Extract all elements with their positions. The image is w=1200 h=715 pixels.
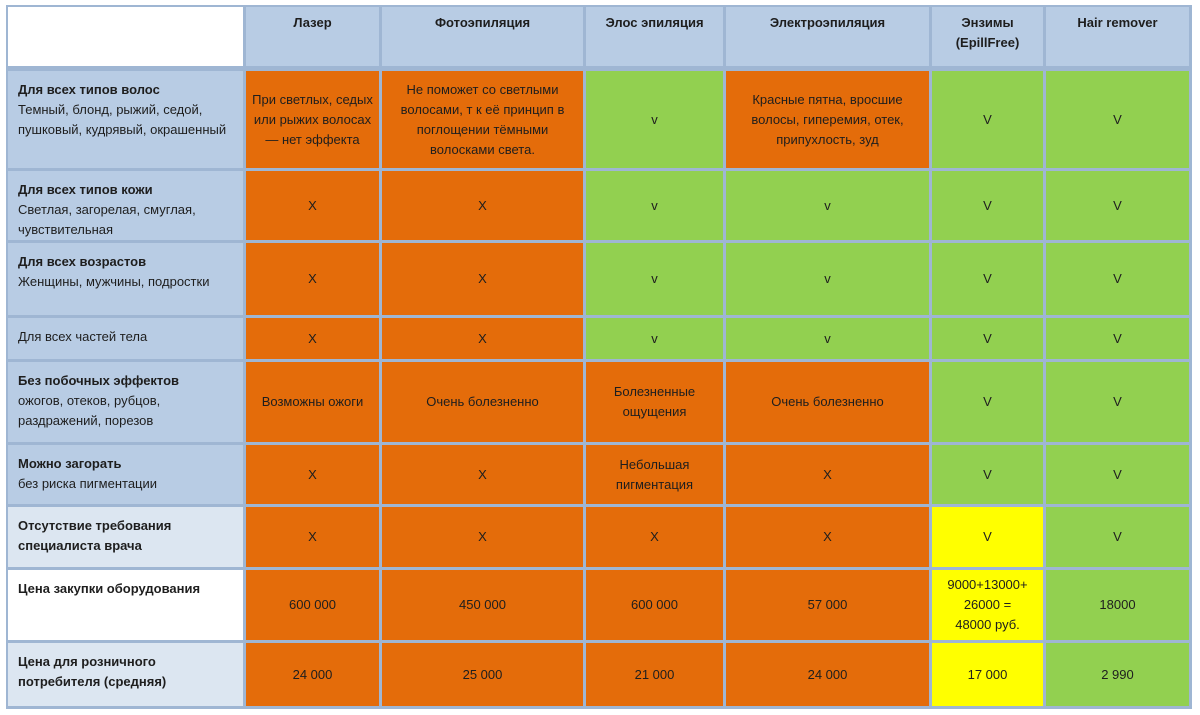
table-cell: Очень болезненно bbox=[726, 362, 932, 445]
table-cell: V bbox=[1046, 69, 1192, 171]
table-cell: X bbox=[726, 507, 932, 570]
row-title: Цена для розничного потребителя (средняя) bbox=[18, 654, 167, 689]
table-row bbox=[6, 318, 1192, 362]
table-row bbox=[6, 507, 1192, 570]
table-cell: v bbox=[586, 69, 726, 171]
table-cell: V bbox=[1046, 171, 1192, 243]
table-cell: Очень болезненно bbox=[382, 362, 586, 445]
row-subtitle: Для всех частей тела bbox=[18, 329, 148, 344]
row-header bbox=[6, 69, 246, 171]
table-cell: V bbox=[1046, 507, 1192, 570]
column-header-electro: Электроэпиляция bbox=[726, 5, 932, 69]
table-cell: X bbox=[586, 507, 726, 570]
row-header bbox=[6, 570, 246, 643]
row-header bbox=[6, 643, 246, 709]
table-cell: 450 000 bbox=[382, 570, 586, 643]
table-cell: X bbox=[246, 171, 382, 243]
comparison-table-wrapper bbox=[6, 5, 1192, 709]
table-cell: 2 990 bbox=[1046, 643, 1192, 709]
column-header-laser: Лазер bbox=[246, 5, 382, 69]
row-header bbox=[6, 243, 246, 318]
table-row bbox=[6, 243, 1192, 318]
row-header bbox=[6, 171, 246, 243]
row-title: Без побочных эффектов bbox=[18, 373, 180, 388]
row-title: Цена закупки оборудования bbox=[18, 581, 201, 596]
row-title: Отсутствие требования специалиста врача bbox=[18, 518, 172, 553]
table-cell: v bbox=[586, 243, 726, 318]
table-cell: 21 000 bbox=[586, 643, 726, 709]
column-header-enzymes: Энзимы (EpillFree) bbox=[932, 5, 1046, 69]
table-cell: V bbox=[932, 362, 1046, 445]
table-cell: 57 000 bbox=[726, 570, 932, 643]
table-cell: X bbox=[382, 171, 586, 243]
table-cell: 18000 bbox=[1046, 570, 1192, 643]
row-header bbox=[6, 507, 246, 570]
table-cell: V bbox=[932, 171, 1046, 243]
table-cell: Небольшая пигментация bbox=[586, 445, 726, 507]
row-header bbox=[6, 445, 246, 507]
table-row bbox=[6, 69, 1192, 171]
table-cell: Возможны ожоги bbox=[246, 362, 382, 445]
row-subtitle: Темный, блонд, рыжий, седой, пушковый, кудрявый, окрашенный bbox=[18, 102, 227, 137]
table-cell: v bbox=[586, 318, 726, 362]
row-title: Для всех возрастов bbox=[18, 254, 147, 269]
table-cell: v bbox=[726, 243, 932, 318]
table-cell: X bbox=[382, 243, 586, 318]
table-cell: 24 000 bbox=[726, 643, 932, 709]
table-cell: X bbox=[382, 445, 586, 507]
table-cell: V bbox=[1046, 243, 1192, 318]
table-cell: Красные пятна, вросшие волосы, гиперемия, отек, припухлость, зуд bbox=[726, 69, 932, 171]
table-cell: V bbox=[932, 318, 1046, 362]
table-cell: X bbox=[382, 507, 586, 570]
row-subtitle: без риска пигментации bbox=[18, 476, 158, 491]
row-subtitle: ожогов, отеков, рубцов, раздражений, порезов bbox=[18, 393, 161, 428]
row-subtitle: Светлая, загорелая, смуглая, чувствительная bbox=[18, 202, 196, 237]
table-cell: 9000+13000+ 26000 = 48000 руб. bbox=[932, 570, 1046, 643]
row-header bbox=[6, 362, 246, 445]
column-header-elos: Элос эпиляция bbox=[586, 5, 726, 69]
table-row bbox=[6, 570, 1192, 643]
row-subtitle: Женщины, мужчины, подростки bbox=[18, 274, 210, 289]
row-header bbox=[6, 318, 246, 362]
table-cell: V bbox=[932, 507, 1046, 570]
table-cell: 17 000 bbox=[932, 643, 1046, 709]
table-cell: Не поможет со светлыми волосами, т к её принцип в поглощении тёмными волосками света. bbox=[382, 69, 586, 171]
table-cell: V bbox=[1046, 318, 1192, 362]
table-cell: X bbox=[382, 318, 586, 362]
table-cell: 600 000 bbox=[586, 570, 726, 643]
table-cell: При светлых, седых или рыжих волосах — нет эффекта bbox=[246, 69, 382, 171]
table-cell: X bbox=[246, 507, 382, 570]
table-row bbox=[6, 171, 1192, 243]
table-cell: v bbox=[586, 171, 726, 243]
row-title: Можно загорать bbox=[18, 456, 122, 471]
header-row bbox=[6, 5, 1192, 69]
row-title: Для всех типов кожи bbox=[18, 182, 153, 197]
epilation-comparison-table bbox=[6, 5, 1192, 709]
table-cell: V bbox=[1046, 445, 1192, 507]
corner-cell bbox=[6, 5, 246, 69]
row-title: Для всех типов волос bbox=[18, 82, 160, 97]
table-cell: X bbox=[246, 445, 382, 507]
table-cell: V bbox=[932, 445, 1046, 507]
table-cell: V bbox=[932, 69, 1046, 171]
table-row bbox=[6, 643, 1192, 709]
table-cell: X bbox=[246, 318, 382, 362]
table-cell: v bbox=[726, 171, 932, 243]
table-cell: Болезненные ощущения bbox=[586, 362, 726, 445]
table-row bbox=[6, 362, 1192, 445]
table-cell: X bbox=[726, 445, 932, 507]
column-header-photo: Фотоэпиляция bbox=[382, 5, 586, 69]
table-cell: V bbox=[1046, 362, 1192, 445]
table-row bbox=[6, 445, 1192, 507]
table-cell: X bbox=[246, 243, 382, 318]
column-header-hair-remover: Hair remover bbox=[1046, 5, 1192, 69]
table-body bbox=[6, 69, 1192, 709]
table-cell: v bbox=[726, 318, 932, 362]
table-cell: 24 000 bbox=[246, 643, 382, 709]
table-cell: 25 000 bbox=[382, 643, 586, 709]
table-cell: V bbox=[932, 243, 1046, 318]
table-cell: 600 000 bbox=[246, 570, 382, 643]
